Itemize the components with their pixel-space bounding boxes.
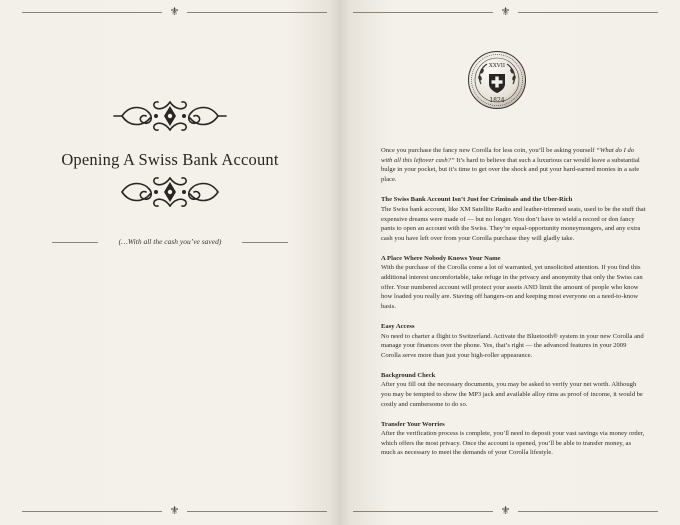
- fleur-de-lis-icon: ⚜: [500, 504, 511, 517]
- article-body: [381, 146, 646, 469]
- right-page: [340, 0, 680, 525]
- bottom-rule-left: [22, 504, 327, 517]
- section-text: With the purchase of the Corolla come a lot of warranted, yet unsolicited attention. If you find this additional interest uncomfortable, take refuge in the privacy and anonymity that only the Swiss can offer. Your numbered account will protect your assets AND limit the amount of people who know how loaded you really are. Staving off hangers-on and keeping most everyone on a need-to-know basis.: [381, 264, 643, 310]
- seal-roman: XXVII: [488, 63, 506, 69]
- subtitle-rule-right: [242, 242, 288, 243]
- fleur-de-lis-icon: ⚜: [500, 5, 511, 18]
- section-heading: Background Check: [381, 371, 436, 379]
- section-heading: A Place Where Nobody Knows Your Name: [381, 254, 501, 262]
- section-easy-access: [381, 322, 646, 360]
- section-criminals: [381, 195, 646, 243]
- seal-year: 1824: [489, 97, 505, 104]
- top-rule-right: [353, 5, 658, 18]
- top-rule-left: [22, 5, 327, 18]
- scroll-flourish-icon: [110, 96, 230, 136]
- scroll-flourish-icon-bottom: [110, 172, 230, 212]
- section-text: No need to charter a flight to Switzerland. Activate the Bluetooth® system in your new Corolla and manage your finances over the phone. Yes, that’s right — the advanced features in your 2009 Corolla serve more than just your high-roller appearance.: [381, 332, 644, 359]
- section-heading: The Swiss Bank Account Isn’t Just for Criminals and the Uber-Rich: [381, 196, 573, 204]
- intro-paragraph: [381, 146, 646, 184]
- fleur-de-lis-icon: ⚜: [169, 504, 180, 517]
- intro-quote: “What do I do with all this leftover cash?”: [381, 147, 635, 164]
- section-nobody-knows: [381, 254, 646, 312]
- section-transfer: [381, 420, 646, 458]
- section-text: After you fill out the necessary documents, you may be asked to verify your net worth. Although you may be tempted to show the MP3 jack and available alloy rims as proof of income, it would be costly and cumbersome to do so.: [381, 381, 643, 408]
- section-heading: Transfer Your Worries: [381, 420, 445, 428]
- intro-text-a: Once you purchase the fancy new Corolla for less coin, you’ll be asking yourself: [381, 147, 597, 154]
- intro-text-b: It’s hard to believe that such a luxurious car would leave a substantial bulge in your pocket, but it’s time to get over the shock and put your hard-earned monies in a safe place.: [381, 156, 640, 183]
- section-background-check: [381, 371, 646, 409]
- chapter-subtitle: (…With all the cash you’ve saved): [118, 237, 222, 246]
- section-text: The Swiss bank account, like XM Satellite Radio and leather-trimmed seats, used to be the stuff that expensive dreams were made of — but no longer. You don’t have to wield a record or don fancy pants to open an account with the Swiss. They’re equal-opportunity moneymongers, and any extra cash you have left over from your Corolla purchase they will gladly take.: [381, 205, 646, 242]
- swiss-cross-coin-icon: [467, 50, 527, 110]
- fleur-de-lis-icon: ⚜: [169, 5, 180, 18]
- section-text: After the verification process is complete, you’ll need to deposit your vast savings via money order, which offers the most privacy. Once the account is opened, you’ll be able to transfer money, as much as necessary to meet the demands of your Corolla lifestyle.: [381, 430, 645, 457]
- chapter-title: Opening A Swiss Bank Account: [61, 150, 279, 169]
- section-heading: Easy Access: [381, 322, 415, 330]
- bottom-rule-right: [353, 504, 658, 517]
